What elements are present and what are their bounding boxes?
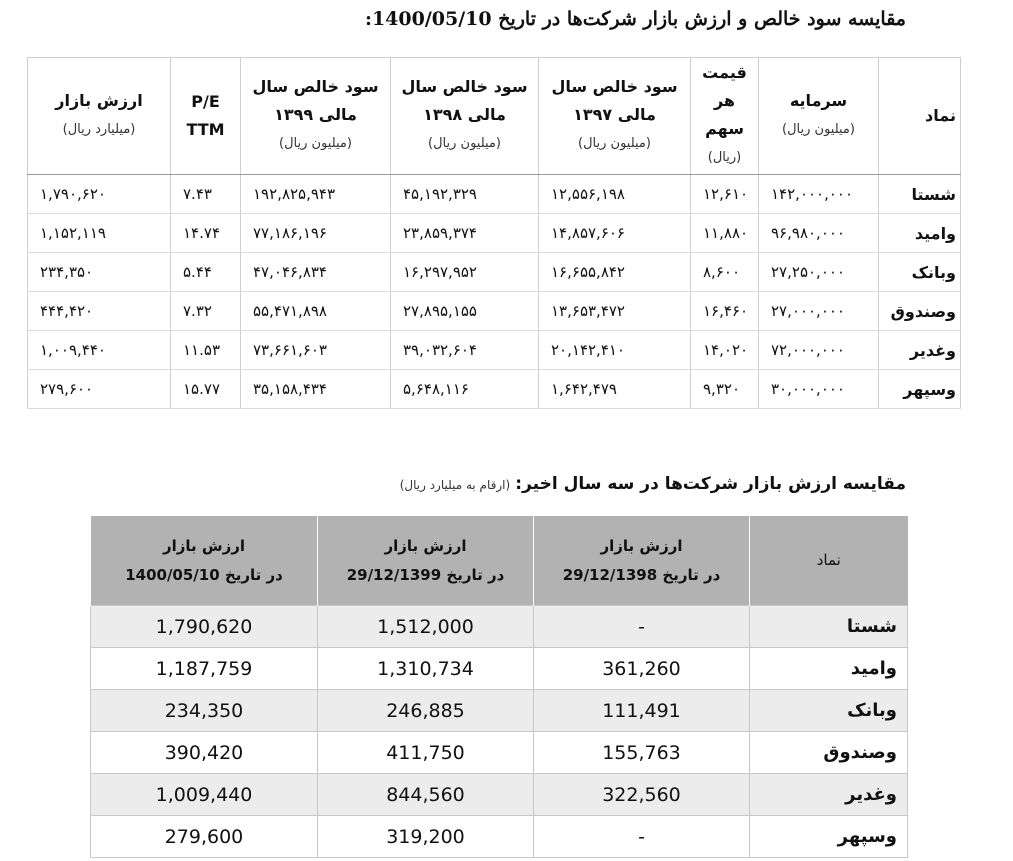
table1-value-cell: ۱,۰۰۹,۴۴۰ <box>28 331 171 370</box>
table1-value-cell: ۲۳۴,۳۵۰ <box>28 253 171 292</box>
table1-header-cell <box>879 58 961 175</box>
table1-value-cell: ۱۶,۶۵۵,۸۴۲ <box>539 253 691 292</box>
table2-value-cell: - <box>534 606 750 648</box>
table1-header-label: نماد <box>925 106 956 125</box>
table1-value-cell: ۴۵,۱۹۲,۳۲۹ <box>391 175 539 214</box>
table1-header-label: ارزش بازار <box>55 91 143 110</box>
table1-value-cell: ۱۹۲,۸۲۵,۹۴۳ <box>241 175 391 214</box>
table1-value-cell: ۷۷,۱۸۶,۱۹۶ <box>241 214 391 253</box>
table1-value-cell: ۷.۳۲ <box>171 292 241 331</box>
table2-value-cell: 322,560 <box>534 774 750 816</box>
table2-header-date: در تاریخ 1400/05/10 <box>125 565 283 584</box>
table1-value-cell: ۵,۶۴۸,۱۱۶ <box>391 370 539 409</box>
table1-value-cell: ۱۲,۶۱۰ <box>691 175 759 214</box>
table1-value-cell: ۷.۴۳ <box>171 175 241 214</box>
table2-header-label: نماد <box>816 551 841 569</box>
table1-header-unit: (میلیارد ریال) <box>62 122 136 137</box>
table1-value-cell: ۹۶,۹۸۰,۰۰۰ <box>759 214 879 253</box>
table1-value-cell: ۱۴,۰۲۰ <box>691 331 759 370</box>
table2-row <box>91 732 908 774</box>
table2-header-cell <box>91 516 318 606</box>
net-profit-comparison-table <box>27 57 961 409</box>
table1-header-cell <box>691 58 759 175</box>
table1-header-label: سود خالص سال مالی ۱۳۹۸ <box>401 77 528 124</box>
table1-value-cell: ۲۷,۲۵۰,۰۰۰ <box>759 253 879 292</box>
table1-value-cell: ۵.۴۴ <box>171 253 241 292</box>
table1-header-unit: (ریال) <box>707 150 742 165</box>
table1-value-cell: ۱۱.۵۳ <box>171 331 241 370</box>
table1-value-cell: ۷۳,۶۶۱,۶۰۳ <box>241 331 391 370</box>
table1-header-cell <box>171 58 241 175</box>
table2-row <box>91 816 908 858</box>
table2-value-cell: 361,260 <box>534 648 750 690</box>
table2-row <box>91 690 908 732</box>
table1-header-row <box>28 58 961 175</box>
table2-value-cell: - <box>534 816 750 858</box>
table1-value-cell: ۷۲,۰۰۰,۰۰۰ <box>759 331 879 370</box>
table1-value-cell: ۴۴۴,۴۲۰ <box>28 292 171 331</box>
table1-value-cell: ۳۵,۱۵۸,۴۳۴ <box>241 370 391 409</box>
table1-symbol-cell: وسپهر <box>879 370 961 409</box>
table2-symbol-cell: وغدیر <box>750 774 908 816</box>
table1-value-cell: ۳۰,۰۰۰,۰۰۰ <box>759 370 879 409</box>
table1-value-cell: ۲۳,۸۵۹,۳۷۴ <box>391 214 539 253</box>
table2-row <box>91 606 908 648</box>
table2-value-cell: 1,310,734 <box>318 648 534 690</box>
table2-header-cell <box>750 516 908 606</box>
table2-header-date: در تاریخ 29/12/1398 <box>562 565 721 584</box>
table2-value-cell: 390,420 <box>91 732 318 774</box>
table1-row <box>28 292 961 331</box>
table1-value-cell: ۱۴,۸۵۷,۶۰۶ <box>539 214 691 253</box>
table1-value-cell: ۹,۳۲۰ <box>691 370 759 409</box>
market-value-comparison-table <box>90 516 908 858</box>
table1-row <box>28 175 961 214</box>
table2-symbol-cell: شستا <box>750 606 908 648</box>
table1-header-cell <box>539 58 691 175</box>
table2-symbol-cell: وامید <box>750 648 908 690</box>
table1-header-cell <box>241 58 391 175</box>
table1-symbol-cell: شستا <box>879 175 961 214</box>
table2-value-cell: 1,790,620 <box>91 606 318 648</box>
section-title-note: (ارقام به میلیارد ریال) <box>399 478 511 492</box>
table2-value-cell: 234,350 <box>91 690 318 732</box>
table1-value-cell: ۱۲,۵۵۶,۱۹۸ <box>539 175 691 214</box>
table2-value-cell: 111,491 <box>534 690 750 732</box>
table2-header-cell <box>534 516 750 606</box>
table2-value-cell: 279,600 <box>91 816 318 858</box>
table2-header-label: ارزش بازار <box>600 536 683 555</box>
table1-value-cell: ۱۳,۶۵۳,۴۷۲ <box>539 292 691 331</box>
section-title-text: مقایسه ارزش بازار شرکت‌ها در سه سال اخیر: <box>515 474 906 494</box>
table2-row <box>91 648 908 690</box>
table1-value-cell: ۱,۶۴۲,۴۷۹ <box>539 370 691 409</box>
table2-header-label: ارزش بازار <box>384 536 467 555</box>
table1-symbol-cell: وامید <box>879 214 961 253</box>
table1-value-cell: ۴۷,۰۴۶,۸۳۴ <box>241 253 391 292</box>
table1-header-label: P/E TTM <box>186 92 225 139</box>
table1-row <box>28 214 961 253</box>
table1-row <box>28 331 961 370</box>
table1-header-label: سود خالص سال مالی ۱۳۹۹ <box>252 77 379 124</box>
table2-symbol-cell: وسپهر <box>750 816 908 858</box>
table1-row <box>28 253 961 292</box>
table1-symbol-cell: وصندوق <box>879 292 961 331</box>
table1-value-cell: ۱۵.۷۷ <box>171 370 241 409</box>
table2-value-cell: 1,009,440 <box>91 774 318 816</box>
table1-row <box>28 370 961 409</box>
table2-header-cell <box>318 516 534 606</box>
table1-value-cell: ۱,۱۵۲,۱۱۹ <box>28 214 171 253</box>
table1-value-cell: ۸,۶۰۰ <box>691 253 759 292</box>
section-title <box>400 474 906 494</box>
table2-value-cell: 155,763 <box>534 732 750 774</box>
table1-header-unit: (میلیون ریال) <box>428 136 501 151</box>
table2-value-cell: 844,560 <box>318 774 534 816</box>
table1-header-label: سود خالص سال مالی ۱۳۹۷ <box>551 77 678 124</box>
table1-value-cell: ۲۰,۱۴۲,۴۱۰ <box>539 331 691 370</box>
table1-value-cell: ۱۶,۲۹۷,۹۵۲ <box>391 253 539 292</box>
table1-value-cell: ۱,۷۹۰,۶۲۰ <box>28 175 171 214</box>
table1-value-cell: ۱۴۲,۰۰۰,۰۰۰ <box>759 175 879 214</box>
table2-value-cell: 1,512,000 <box>318 606 534 648</box>
table2-value-cell: 319,200 <box>318 816 534 858</box>
table2-header-row <box>91 516 908 606</box>
table1-value-cell: ۱۱,۸۸۰ <box>691 214 759 253</box>
table2-header-date: در تاریخ 29/12/1399 <box>346 565 505 584</box>
table1-value-cell: ۱۶,۴۶۰ <box>691 292 759 331</box>
table2-header-label: ارزش بازار <box>162 536 245 555</box>
table1-value-cell: ۱۴.۷۴ <box>171 214 241 253</box>
table1-header-cell <box>759 58 879 175</box>
table1-header-unit: (میلیون ریال) <box>578 136 651 151</box>
table1-header-label: سرمایه <box>789 91 848 110</box>
table2-value-cell: 246,885 <box>318 690 534 732</box>
page-title: مقایسه سود خالص و ارزش بازار شرکت‌ها در تاریخ 1400/05/10: <box>364 8 906 30</box>
table1-value-cell: ۵۵,۴۷۱,۸۹۸ <box>241 292 391 331</box>
table1-value-cell: ۳۹,۰۳۲,۶۰۴ <box>391 331 539 370</box>
table1-symbol-cell: وبانک <box>879 253 961 292</box>
table2-row <box>91 774 908 816</box>
table1-value-cell: ۲۷,۸۹۵,۱۵۵ <box>391 292 539 331</box>
table2-symbol-cell: وصندوق <box>750 732 908 774</box>
table2-value-cell: 1,187,759 <box>91 648 318 690</box>
table1-header-label: قیمت هر سهم <box>702 63 747 138</box>
table1-value-cell: ۲۷۹,۶۰۰ <box>28 370 171 409</box>
table1-header-unit: (میلیون ریال) <box>782 122 855 137</box>
table2-value-cell: 411,750 <box>318 732 534 774</box>
table1-header-cell <box>28 58 171 175</box>
table2-symbol-cell: وبانک <box>750 690 908 732</box>
table1-header-unit: (میلیون ریال) <box>279 136 352 151</box>
table1-symbol-cell: وغدیر <box>879 331 961 370</box>
table1-value-cell: ۲۷,۰۰۰,۰۰۰ <box>759 292 879 331</box>
table1-header-cell <box>391 58 539 175</box>
